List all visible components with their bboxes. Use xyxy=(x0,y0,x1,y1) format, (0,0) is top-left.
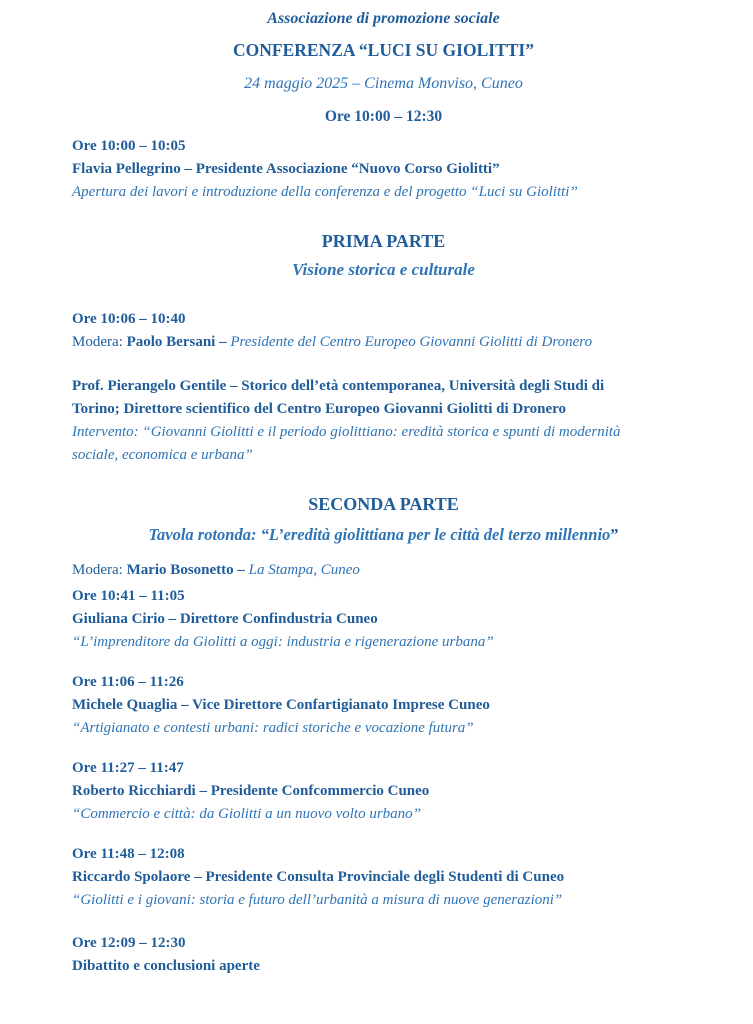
moderator-name: Paolo Bersani – xyxy=(126,334,231,350)
closing-label: Dibattito e conclusioni aperte xyxy=(72,958,260,974)
event-date-location: 24 maggio 2025 – Cinema Monviso, Cuneo xyxy=(244,75,523,92)
session-time: Ore 11:27 – 11:47 xyxy=(72,760,184,776)
session-block xyxy=(72,757,695,826)
opening-time: Ore 10:00 – 10:05 xyxy=(72,138,186,154)
association-name: Associazione di promozione sociale xyxy=(267,10,500,27)
conference-title: CONFERENZA “LUCI SU GIOLITTI” xyxy=(233,40,534,60)
opening-description: Apertura dei lavori e introduzione della conferenza e del progetto “Luci su Giolitti” xyxy=(72,184,578,200)
closing-segment xyxy=(72,932,695,978)
roundtable-title xyxy=(72,524,695,546)
session-speaker: Giuliana Cirio – Direttore Confindustria Cuneo xyxy=(72,611,378,627)
roundtable-closing-quote: ” xyxy=(610,525,619,544)
keynote-segment xyxy=(72,375,695,467)
session-speaker: Michele Quaglia – Vice Direttore Confartigianato Imprese Cuneo xyxy=(72,697,490,713)
roundtable-title-text: Tavola rotonda: “L’eredità giolittiana per le città del terzo millennio xyxy=(148,525,611,544)
session-talk: “Commercio e città: da Giolitti a un nuovo volto urbano” xyxy=(72,806,422,822)
keynote-talk-line1: Intervento: “Giovanni Giolitti e il periodo giolittiano: eredità storica e spunti di modernità xyxy=(72,424,621,440)
opening-segment xyxy=(72,135,695,204)
session-time: Ore 11:06 – 11:26 xyxy=(72,674,184,690)
part1-moderator-line xyxy=(72,331,695,354)
part1-subheading: Visione storica e culturale xyxy=(292,260,475,279)
session-speaker: Roberto Ricchiardi – Presidente Confcommercio Cuneo xyxy=(72,783,430,799)
moderator-role: Presidente del Centro Europeo Giovanni Giolitti di Dronero xyxy=(230,334,593,350)
keynote-speaker-line1: Prof. Pierangelo Gentile – Storico dell’età contemporanea, Università degli Studi di xyxy=(72,378,605,394)
moderator-name: Mario Bosonetto – xyxy=(126,562,249,578)
session-time: Ore 11:48 – 12:08 xyxy=(72,846,185,862)
keynote-speaker-line2: Torino; Direttore scientifico del Centro Europeo Giovanni Giolitti di Dronero xyxy=(72,401,567,417)
session-talk: “L’imprenditore da Giolitti a oggi: industria e rigenerazione urbana” xyxy=(72,634,494,650)
session-talk: “Giolitti e i giovani: storia e futuro dell’urbanità a misura di nuove generazioni” xyxy=(72,892,563,908)
part1-session-time: Ore 10:06 – 10:40 xyxy=(72,311,186,327)
opening-speaker: Flavia Pellegrino – Presidente Associazione “Nuovo Corso Giolitti” xyxy=(72,161,500,177)
session-speaker: Riccardo Spolaore – Presidente Consulta Provinciale degli Studenti di Cuneo xyxy=(72,869,565,885)
session-block xyxy=(72,843,695,912)
moderator-label: Modera: xyxy=(72,334,127,350)
event-time-range: Ore 10:00 – 12:30 xyxy=(324,108,443,125)
closing-time: Ore 12:09 – 12:30 xyxy=(72,935,186,951)
part1-heading: PRIMA PARTE xyxy=(321,231,446,251)
session-talk: “Artigianato e contesti urbani: radici storiche e vocazione futura” xyxy=(72,720,474,736)
part2-heading: SECONDA PARTE xyxy=(308,494,459,514)
session-block xyxy=(72,585,695,654)
keynote-talk-line2: sociale, economica e urbana” xyxy=(72,447,253,463)
session-time: Ore 10:41 – 11:05 xyxy=(72,588,185,604)
moderator-label: Modera: xyxy=(72,562,127,578)
moderator-role: La Stampa, Cuneo xyxy=(248,562,360,578)
session-block xyxy=(72,671,695,740)
part2-moderator-line xyxy=(72,559,695,582)
